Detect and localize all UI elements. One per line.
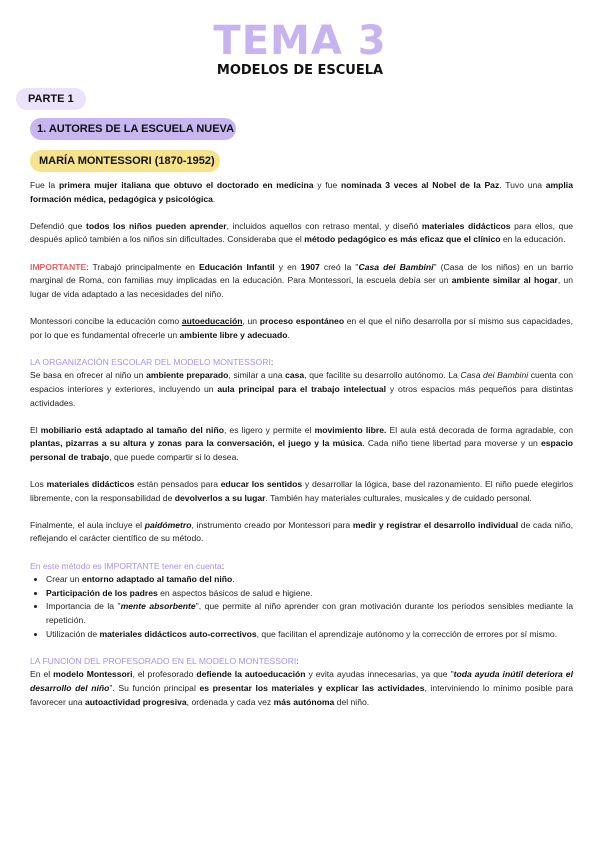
text: Se basa en ofrecer al niño un	[30, 370, 147, 381]
text: .	[287, 329, 290, 340]
paragraph-organization	[30, 369, 573, 410]
list-item	[46, 573, 573, 587]
text: . Cada niño tiene libertad para moverse y un	[362, 438, 541, 449]
text: :	[296, 655, 299, 666]
text: y fue	[313, 180, 341, 190]
text-bold: educar los sentidos	[220, 479, 303, 490]
text-bold: materiales didácticos	[421, 220, 511, 231]
text-bold-italic: paidómetro	[144, 519, 192, 530]
page-title: TEMA 3	[213, 18, 387, 64]
text-bold: todos los niños pueden aprender	[86, 220, 227, 231]
text: , es ligero y permite el	[223, 424, 315, 435]
text: en la educación.	[500, 234, 566, 245]
text: del niño.	[334, 696, 370, 707]
document-body	[30, 179, 573, 723]
text: En el	[30, 669, 54, 680]
text-bold: proceso espontáneo	[259, 315, 345, 326]
text-bold: método pedagógico es más eficaz que el clínico	[304, 234, 501, 245]
important-label: IMPORTANTE	[30, 261, 87, 272]
text: : Trabajó principalmente en	[86, 261, 199, 272]
text: , ordenada y cada vez	[186, 696, 274, 707]
text: . También hay materiales culturales, musicales y de cuidado personal.	[265, 492, 532, 503]
text: , un lugar de vida adaptado a las necesidades del niño.	[30, 275, 573, 299]
paragraph-paidometer	[30, 519, 573, 546]
text-bold: es presentar los materiales y explicar las actividades	[199, 682, 425, 693]
part-label: PARTE 1	[16, 88, 86, 110]
text-bold: casa	[285, 370, 305, 381]
text: Fue la	[30, 180, 59, 190]
heading-text: LA ORGANIZACIÓN ESCOLAR DEL MODELO MONTESSORI	[30, 356, 271, 367]
text-bold: amplia formación médica, pedagógica y psicológica	[30, 180, 573, 204]
paragraph-defense	[30, 220, 573, 247]
text-bold: mobiliario está adaptado al tamaño del niño	[40, 424, 224, 435]
text: Defendió que	[30, 220, 86, 231]
text: Los	[30, 479, 47, 490]
text: .	[232, 574, 235, 585]
text-bold-italic: toda ayuda inútil deteriora el desarrollo del niño	[30, 669, 573, 693]
list-item	[46, 587, 573, 601]
text-bold: devolverlos a su lugar	[174, 492, 266, 503]
text: en el que el niño desarrolla por sí mismo sus capacidades, por lo que es fundamental ofrecerle un	[30, 315, 573, 340]
text: para ellos, que después aplicó también a los niños sin dificultades. Consideraba que el	[30, 220, 574, 245]
text-italic: Casa dei Bambini	[460, 370, 529, 381]
text: , similar a una	[228, 370, 286, 381]
text-bold: plantas, pizarras a su altura y zonas para la conversación, el juego y la música	[30, 438, 363, 449]
text-bold: Participación de los padres	[46, 587, 158, 598]
text: están pensados para	[134, 479, 221, 490]
text-bold: nominada 3 veces al Nobel de la Paz	[340, 180, 500, 190]
section-heading-organization	[30, 356, 573, 370]
text-bold: autoactividad progresiva	[84, 696, 187, 707]
text-bold: Educación Infantil	[198, 261, 275, 272]
text: en aspectos básicos de salud e higiene.	[157, 587, 313, 598]
author-label-montessori: MARÍA MONTESSORI (1870-1952)	[30, 150, 220, 172]
text: ", que permite al niño aprender con gran motivación durante los periodos sensibles mediante la repetición.	[46, 601, 573, 625]
text: y evita ayudas innecesarias, ya que "	[305, 669, 454, 680]
list-item	[46, 628, 573, 642]
text-bold: primera mujer italiana que obtuvo el doctorado en medicina	[58, 180, 314, 190]
text: y en	[274, 261, 301, 272]
text-bold-italic: mente absorbente	[120, 601, 196, 612]
text: , que puede compartir si lo desea.	[109, 451, 239, 462]
page-subtitle: MODELOS DE ESCUELA	[216, 63, 384, 78]
text: de cada niño, reflejando el carácter científico de su método.	[30, 519, 573, 544]
text-bold: 1907	[300, 261, 320, 272]
text-bold: medir y registrar el desarrollo individual	[352, 519, 519, 530]
paragraph-materials	[30, 478, 573, 505]
paragraph-autoeducation	[30, 315, 573, 342]
text: :	[221, 560, 225, 571]
text-bold: defiende la autoeducación	[196, 669, 306, 680]
text: , el profesorado	[132, 669, 197, 680]
text: " (Casa de los niños) en un barrio marginal de Roma, con familias muy implicadas en la educación. Para Montessori, la escuela debía ser un	[30, 261, 573, 286]
text-bold: ambiente similar al hogar	[451, 275, 558, 286]
text: El aula está decorada de forma agradable, con	[386, 424, 573, 435]
text: Importancia de la "	[46, 601, 121, 612]
text: , instrumento creado por Montessori para	[191, 519, 353, 530]
text-bold: materiales didácticos auto-correctivos	[99, 628, 257, 639]
heading-text: En este método es IMPORTANTE tener en cuenta	[30, 560, 222, 571]
section-heading-teacher-role	[30, 655, 573, 669]
text: Utilización de	[46, 628, 100, 639]
paragraph-intro	[30, 179, 573, 206]
text-bold: ambiente preparado	[146, 370, 229, 381]
text-bold-underline: autoeducación	[181, 315, 243, 326]
list-item	[46, 600, 573, 627]
text-bold: entorno adaptado al tamaño del niño	[81, 574, 233, 585]
text: Montessori concibe la educación como	[30, 315, 182, 326]
text: Crear un	[46, 574, 82, 585]
text: , un	[242, 315, 260, 326]
text-bold: movimiento libre.	[314, 424, 387, 435]
section-label-autores: 1. AUTORES DE LA ESCUELA NUEVA	[30, 118, 236, 140]
section-heading-important	[30, 560, 573, 574]
text-bold: modelo Montessori	[53, 669, 133, 680]
text-bold: aula principal para el trabajo intelectual	[217, 383, 387, 394]
text: y otros espacios más pequeños para distintas actividades.	[30, 383, 573, 408]
heading-text: LA FUNCIÓN DEL PROFESORADO EN EL MODELO MONTESSORI	[30, 655, 297, 666]
text-bold: materiales didácticos	[46, 479, 135, 490]
paragraph-furniture	[30, 424, 573, 465]
text: ". Su función principal	[109, 682, 200, 693]
text: , incluidos aquellos con retraso mental, y diseñó	[226, 220, 422, 231]
text-bold: más autónoma	[273, 696, 335, 707]
text: :	[270, 356, 274, 367]
text: cuenta con espacios interiores y exteriores, incluyendo un	[30, 370, 574, 394]
text-bold-italic: Casa dei Bambini	[358, 261, 434, 272]
text-bold: espacio personal de trabajo	[30, 438, 574, 462]
text: , interviniendo lo mínimo posible para favorecer una	[30, 682, 573, 707]
text: . Tuvo una	[499, 180, 546, 190]
text: El	[30, 424, 41, 435]
text: , que facilitan el aprendizaje autónomo y la corrección de errores por sí mismo.	[256, 628, 558, 639]
text: .	[212, 193, 216, 204]
text: creó la "	[319, 261, 359, 272]
text: Finalmente, el aula incluye el	[30, 519, 145, 530]
important-list	[30, 573, 573, 641]
text: , que facilite su desarrollo autónomo. La	[304, 370, 461, 381]
paragraph-teacher-role	[30, 668, 573, 709]
text: y desarrollar la lógica, base del razonamiento. El niño puede elegirlos libremente, con la responsabilidad de	[30, 479, 573, 503]
paragraph-important	[30, 261, 573, 302]
text-bold: ambiente libre y adecuado	[179, 329, 288, 340]
